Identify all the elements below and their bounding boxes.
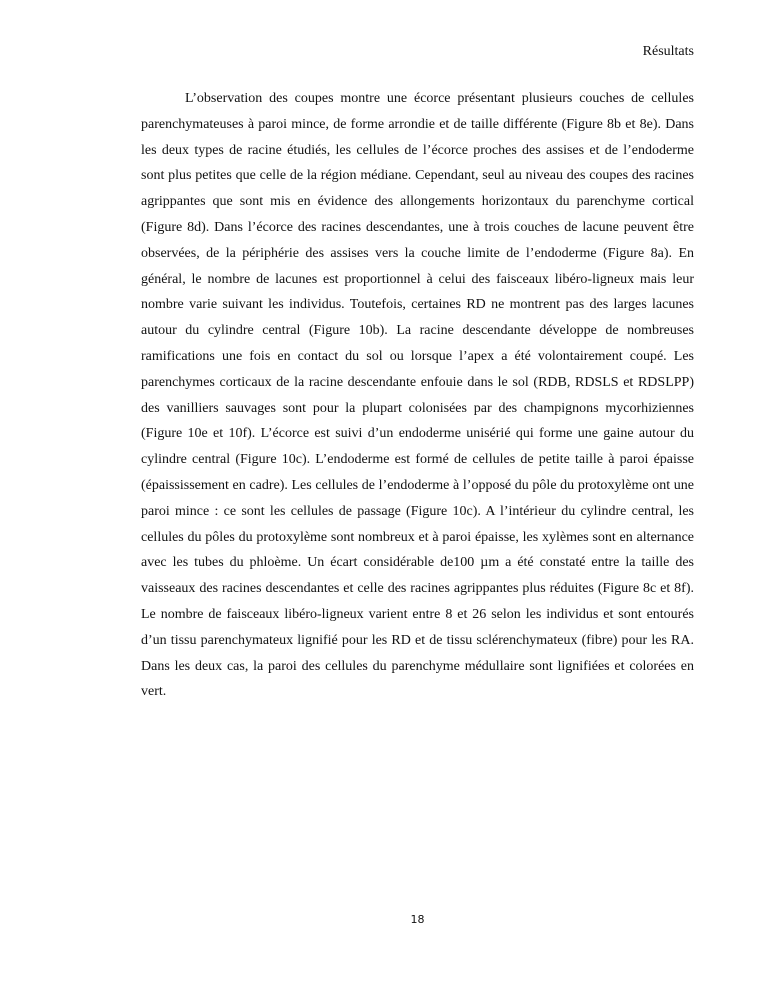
- body-paragraph: L’observation des coupes montre une écorce présentant plusieurs couches de cellules parenchymateuses à paroi mince, de forme arrondie et de taille différente (Figure 8b et 8e). Dans les deux types de racine étudiés, les cellules de l’écorce proches des assises et de l’endoderme sont plus petites que celle de la région médiane. Cependant, seul au niveau des coupes des racines agrippantes que sont mis en évidence des allongements horizontaux du parenchyme cortical (Figure 8d). Dans l’écorce des racines descendantes, une à trois couches de lacune peuvent être observées, de la périphérie des assises vers la couche limite de l’endoderme (Figure 8a). En général, le nombre de lacunes est proportionnel à celui des faisceaux libéro-ligneux mais leur nombre varie suivant les individus. Toutefois, certaines RD ne montrent pas des larges lacunes autour du cylindre central (Figure 10b). La racine descendante développe de nombreuses ramifications une fois en contact du sol ou lorsque l’apex a été volontairement coupé. Les parenchymes corticaux de la racine descendante enfouie dans le sol (RDB, RDSLS et RDSLPP) des vanilliers sauvages sont pour la plupart colonisées par des champignons mycorhiziennes (Figure 10e et 10f). L’écorce est suivi d’un endoderme unisérié qui forme une gaine autour du cylindre central (Figure 10c). L’endoderme est formé de cellules de petite taille à paroi épaisse (épaississement en cadre). Les cellules de l’endoderme à l’opposé du pôle du protoxylème ont une paroi mince : ce sont les cellules de passage (Figure 10c). A l’intérieur du cylindre central, les cellules du pôles du protoxylème sont nombreux et à paroi épaisse, les xylèmes sont en alternance avec les tubes du phloème. Un écart considérable de100 µm a été constaté entre la taille des vaisseaux des racines descendantes et celle des racines agrippantes plus réduites (Figure 8c et 8f). Le nombre de faisceaux libéro-ligneux varient entre 8 et 26 selon les individus et sont entourés d’un tissu parenchymateux lignifié pour les RD et de tissu sclérenchymateux (fibre) pour les RA. Dans les deux cas, la paroi des cellules du parenchyme médullaire sont lignifiées et colorées en vert.: [141, 91, 694, 700]
- section-header: Résultats: [642, 44, 694, 59]
- page-number: 18: [410, 913, 425, 926]
